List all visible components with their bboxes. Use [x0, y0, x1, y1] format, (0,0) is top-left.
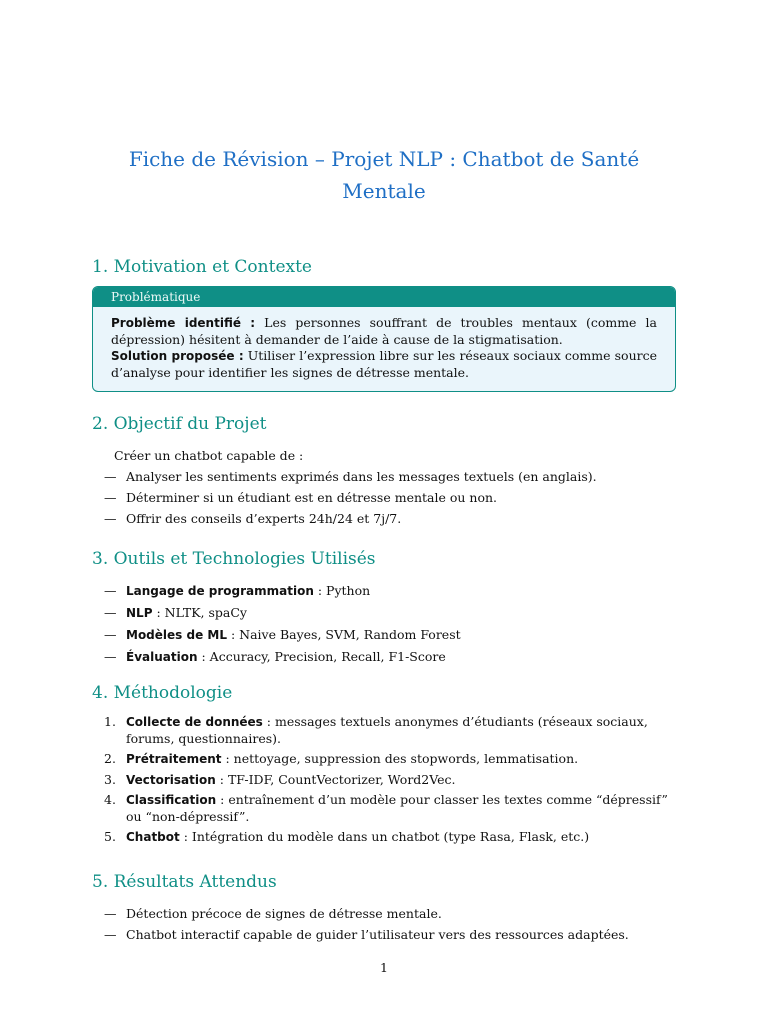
page-number: 1: [380, 960, 388, 975]
item-label: Vectorisation: [126, 772, 216, 787]
outils-list: [92, 580, 676, 668]
list-item: [92, 792, 676, 825]
item-text: : entraînement d’un modèle pour classer les textes comme “dépressif” ou “non-dépressif”.: [126, 792, 668, 824]
item-text: : Intégration du modèle dans un chatbot (type Rasa, Flask, etc.): [179, 829, 590, 844]
list-item: — Déterminer si un étudiant est en détresse mentale ou non.: [92, 487, 676, 508]
list-item: [92, 580, 676, 602]
section-methodologie: [92, 681, 676, 850]
item-label: Prétraitement: [126, 752, 222, 766]
section-heading: 1. Motivation et Contexte: [92, 257, 312, 277]
item-label: Langage de programmation: [126, 584, 314, 598]
solution-label: Solution proposée :: [111, 349, 244, 363]
section-motivation: [92, 255, 676, 279]
list-item: [92, 751, 676, 768]
problem-text: Les personnes souffrant de troubles mentaux (comme la dépression) hésitent à demander de l’aide à cause de la stigmatisation.: [111, 315, 657, 347]
objectif-intro: Créer un chatbot capable de :: [114, 448, 304, 463]
solution-text: Utiliser l’expression libre sur les réseaux sociaux comme source d’analyse pour identifier les signes de détresse mentale.: [111, 348, 658, 380]
item-text: : Python: [313, 583, 371, 598]
section-resultats: [92, 870, 676, 945]
item-number: 2.: [104, 751, 116, 766]
list-item: [92, 646, 676, 668]
item-text: : Accuracy, Precision, Recall, F1-Score: [197, 649, 446, 664]
item-text: : TF-IDF, CountVectorizer, Word2Vec.: [215, 771, 456, 787]
section-heading: 2. Objectif du Projet: [92, 414, 267, 434]
item-text: : Naive Bayes, SVM, Random Forest: [226, 627, 461, 642]
list-item: [92, 772, 676, 789]
item-label: Chatbot: [126, 830, 180, 844]
item-number: 1.: [104, 714, 116, 729]
item-text: : nettoyage, suppression des stopwords, lemmatisation.: [221, 751, 579, 766]
list-item: [92, 602, 676, 624]
list-item: — Chatbot interactif capable de guider l’utilisateur vers des ressources adaptées.: [92, 924, 676, 945]
methodologie-list: [92, 714, 676, 846]
item-number: 4.: [104, 792, 116, 807]
problem-label: Problème identifié :: [111, 316, 256, 330]
item-number: 3.: [104, 771, 116, 787]
box-body: [93, 307, 675, 381]
item-label: NLP: [126, 606, 153, 620]
list-item: [92, 714, 676, 747]
problematique-box: [92, 286, 676, 392]
list-item: — Détection précoce de signes de détresse mentale.: [92, 903, 676, 924]
section-outils: [92, 547, 676, 668]
list-item: — Offrir des conseils d’experts 24h/24 et 7j/7.: [92, 508, 676, 529]
list-item: [92, 624, 676, 646]
section-heading: 4. Méthodologie: [92, 683, 233, 703]
item-label: Modèles de ML: [126, 628, 227, 642]
section-heading: 3. Outils et Technologies Utilisés: [92, 549, 376, 569]
section-heading: 5. Résultats Attendus: [92, 872, 277, 892]
item-text: : messages textuels anonymes d’étudiants (réseaux sociaux, forums, questionnaires).: [126, 714, 648, 746]
item-number: 5.: [104, 829, 116, 844]
resultats-list: [92, 903, 676, 945]
list-item: — Analyser les sentiments exprimés dans les messages textuels (en anglais).: [92, 466, 676, 487]
problem-statement: [111, 315, 657, 348]
box-header: Problématique: [93, 287, 675, 307]
page-title: Fiche de Révision – Projet NLP : Chatbot de Santé Mentale: [128, 147, 640, 204]
list-item: [92, 829, 676, 846]
solution-statement: [111, 348, 657, 381]
item-label: Collecte de données: [126, 715, 263, 729]
item-label: Classification: [126, 793, 217, 807]
objectif-list: [92, 466, 676, 529]
item-label: Évaluation: [126, 650, 198, 664]
section-objectif: [92, 412, 676, 529]
item-text: : NLTK, spaCy: [152, 605, 247, 620]
